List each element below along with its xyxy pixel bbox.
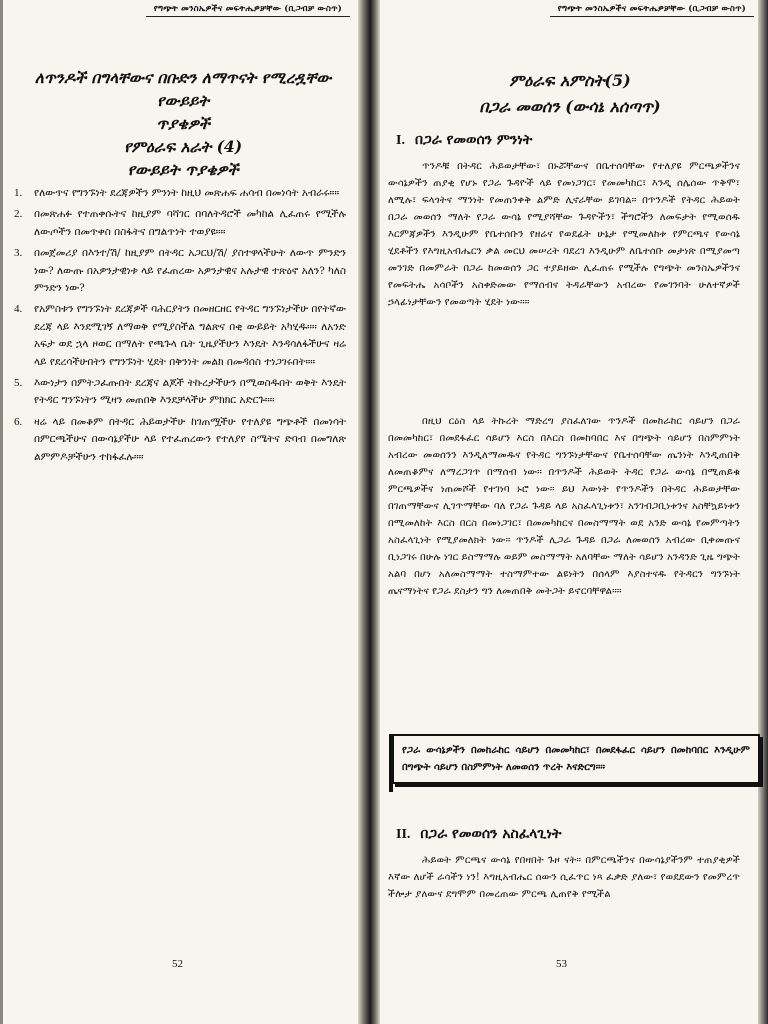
body-paragraph: ጥንዶቹ በትዳር ሕይወታቸው፣ በኑሯቸውና በቤተሰባቸው የተለያዩ ምርጫዎችንና ውሳኔዎችን ጠያቂ የሆኑ የጋራ ጉዳዮች ላይ የመነጋገር፣ የመመካከር፣ እንዲ ሰሌሰው ጥቅሞ፣ ለሚሉ፣ ፍላጎትና ማንነት የመጠንቀቅ ልምድ ሊኖራቸው ይገባል። በጥንዶች የትዳር ሕይወት በጋራ መወሰን ማለት የጋራ ውሳኔ የሚያሻቸው ጉዳዮችን፣ ችግሮችን ለመፍታት የሚወሰዱ እርምጃዎችን እንዲሁም የቤተሰቡን የዘሬና የወደፊት ሁኔታ የሚመለከቱ የምርጫና የውሳኔ ሂደቶችን የእግዚአብሔርን ቃል መርህ መሠረት ባደረገ እንዲሁም ለቤተሰቡ መታነጽ በሚያመጣ መንገድ በመምራት በጋራ ከመወሰን ጋር ተያይዘው ሊፈጠሩ የሚችሉ የግጭት መንስኤዎችንና የመፍትሔ አሳቦችን አስቀድመው የማሰብና ትዳራቸውን አብረው የመገንባት ሁለተኛዎች ኃላፊነታቸውን የመወጣት ሂደት ነው።። [388,161,740,308]
question-text: የአምስቱን የግንኙነት ደረጃዎች ባሕርያትን በመዘርዘር የትዳር ግንኙነታችሁ በየትኛው ደረጃ ላይ እንደሚገኝ ለማወቅ የሚያስችል ግልጽና በቂ ውይይት አካሂዱ።። ለአንድ አፍታ ወደ ኋላ ዞወር በማለት የጫጉላ ቤት ጊዜያችሁን እንዴት እንዳሳለፋችሁና ዛሬ ላይ የደረሳችሁበትን የግንኙነት ሂደት በቅንነት መልክ በመዳሰስ ተነጋገሩበት።። [34,303,346,368]
question-item [14,245,346,297]
running-head: የግጭት መንስኤዎችና መፍትሔዎቻቸው (ቢጋብቻ ውስጥ) [146,2,350,17]
section-number: I. [396,133,405,148]
running-head: የግጭት መንስኤዎችና መፍትሔዎቻቸው (ቢጋብቻ ውስጥ) [550,2,754,17]
question-item [14,375,346,410]
question-number: 1. [14,187,23,199]
page-number: 53 [556,958,567,970]
question-text: እውነታን በምትጋፈጡበት ደረጃና ልጆች ትኩረታችሁን በሚወስዱበት ወቅት እንዴት የትዳር ግንኙነትን ሚዛን መጠበቅ እንደቻላችሁ ምክክር አድርጉ።። [34,377,346,407]
left-page [0,0,358,1024]
right-page [380,0,768,1024]
question-number: 3. [14,247,23,260]
section-heading [396,826,561,843]
title-line: የምዕራፍ አራት (4) [123,137,243,156]
question-item [14,301,346,371]
question-item [14,206,346,241]
title-line: የውይይት ጥያቄዎች [127,160,239,179]
body-paragraph: በዚህ ርዕስ ላይ ትኩረት ማድረግ ያስፈለገው ጥንዶች በመከራከር ሳይሆን በጋራ በመመካከር፣ በመደፋፈር ሳይሆን እርስ በእርስ በመከባበር እና በግጭት ሳይሆን በስምምነት አብረው መወሰንን እንዲለማመዱና የትዳር ግንኙነታቸውና የቤተሰባቸው ጤንነት እንዲጠበቅ ለመጠቆምና ለማረጋገጥ በማሰብ ነው። በጥንዶች ሕይወት ትዳር የጋራ ውሳኔ በሚጠይቁ ምርጫዎችና ነጠመሾች የተገነባ ኑሮ ነው። ይህ እውነት የጥንዶችን በትዳር ሕይወታቸው በገጠማቸውና ሊገጥማቸው ባለ የጋራ ጉዳይ ላይ አስፈላጊነቱን፣ አንገብጋቢነቱንና አስቸኳይነቱን በሚመለከት እርስ በርስ በመነጋገር፣ በመመካከርና በመስማማት ወደ አንድ ውሳኔ የመምጣትን አስፈላጊነት የሚያመለክት ነው። ጥንዶች ሊጋራ ጉዳይ በጋራ ለመወሰን አብረው ቢቀመጡና ቢነጋገሩ በሁሉ ነገር ይስማማሉ ወይም መስማማት አለባቸው ማለት ሳይሆን አንዳንድ ጊዜ ግጭት አልባ በሆነ አለመስማማት ተስማምተው ልዩነትን በሰላም እያስተናዱ የትዳርን ግንኙነት ጤናማነትና የጋራ ደስታን ግን ለመጠበቅ መትጋት ይኖርባቸዋል።። [388,416,740,597]
discussion-questions [14,185,346,470]
question-text: በመጀመሪያ በእንተ/ሽ/ ከዚያም በትዳር አጋርህ/ሽ/ ያስተዋላችሁት ለውጥ ምንድን ነው? ለውጡ በአዎንታዊነቱ ላይ የፈጠረው አዎንታዊና አሉታዊ ተጽዕኖ አለን? ካለስ ምንድን ነው? [34,247,346,295]
question-text: በመጽሐፉ የተጠቀሱትና ከዚያም ባሻገር በባለትዳሮች መካከል ሊፈጠሩ የሚችሉ ለውጦችን በመጥቀስ በስፋትና በግልጥነት ተወያዩ።። [34,208,346,238]
page-number: 52 [172,958,183,970]
section-title: በጋራ የመወሰን አስፈላጊነት [420,826,562,842]
highlight-text: የጋራ ውሳኔዎችን በመከራከር ሳይሆን በመመካከር፣ በመደፋፈር ሳይሆን በመከባበር እንዲሁም በግጭት ሳይሆን በስምምነት ለመወሰን ጥረት እናድርግ።። [402,745,750,773]
question-number: 5. [14,377,23,390]
title-line: ምዕራፍ አምስት(5) [509,71,631,90]
question-item [14,185,346,202]
book-gutter [358,0,380,1024]
section-title: በጋራ የመወሰን ምንነት [414,132,533,148]
chapter-title [390,68,750,120]
chapter-title [18,66,348,181]
question-number: 6. [14,415,23,428]
title-line: ጥያቄዎች [156,114,210,133]
highlight-box [392,734,760,784]
question-text: ዛሬ ላይ በመቆም በትዳር ሕይወታችሁ ከገጠሟችሁ የተለያዩ ግጭቶች በመነሳት በምርጫችሁና በውሳኔያችሁ ላይ የተፈጠረውን የተለያየ ስሜትና ድባብ በመግለጽ ልምምዶቻችሁን ተከፋፈሉ።። [34,415,346,463]
question-number: 2. [14,208,23,221]
question-item [14,414,346,466]
body-paragraph: ሕይወት ምርጫና ውሳኔ የበዛበት ጉዞ ናት። በምርጫችንና በውሳኔያችንም ተጠያቂዎች እኛው ለሆች ራሳችን ነን! እግዚአብሔር ሰውን ሲፈጥር ነጻ ፈቃድ ያለው፣ የወደደውን የመምረጥ ችሎታ ያለውና ደግሞም በመረጠው ምርጫ ሊጠየቅ የሚችል [388,855,740,900]
box-bar [389,734,393,792]
title-line: በጋራ መወሰን (ውሳኔ አሰጣጥ) [479,97,661,116]
question-number: 4. [14,303,23,316]
section-heading [396,132,532,149]
section-number: II. [396,827,411,842]
question-text: የለውጥና የግንኙነት ደረጃዎችን ምንነት ከዚህ መጽሐፍ ሐሳብ በመነሳት አብራሩ።። [34,187,340,199]
title-line: ለጥንዶች በግላቸውና በቡድን ለማጥናት የሚረዷቸው የውይይት [34,68,332,110]
page-edge [0,0,3,1024]
page-edge [758,0,768,1024]
